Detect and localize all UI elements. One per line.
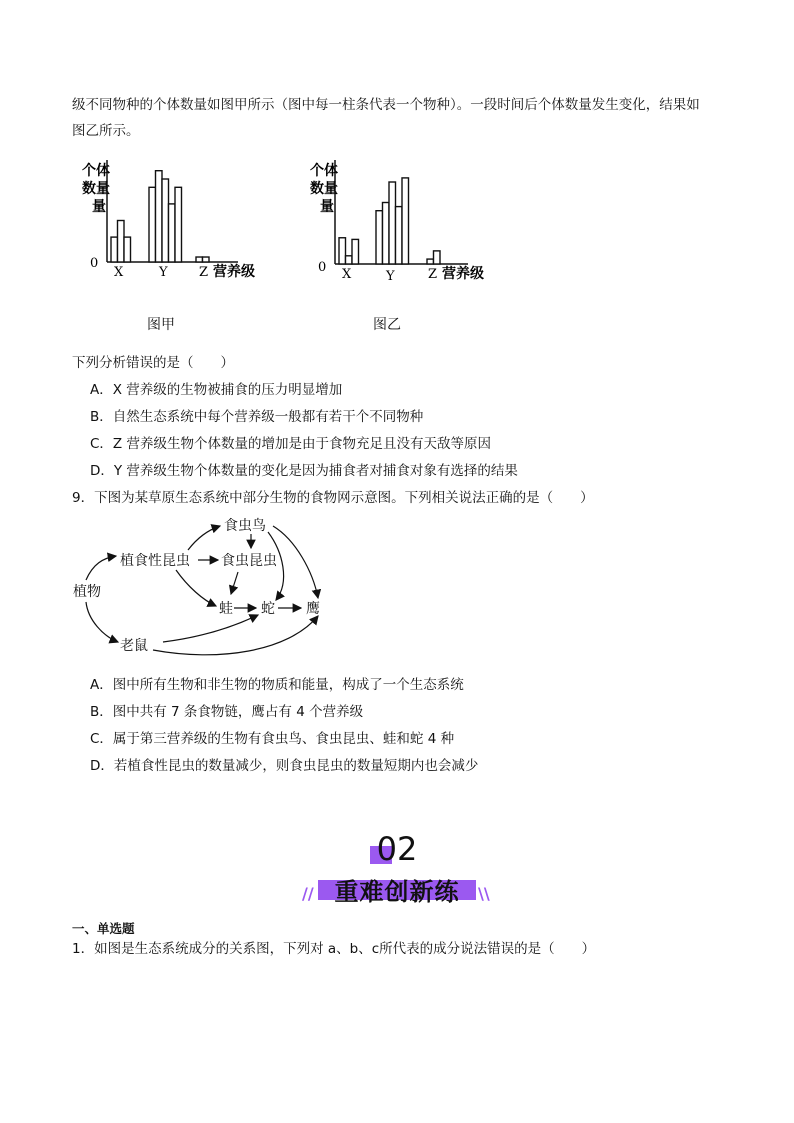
part1-q1: 1．如图是生态系统成分的关系图，下列对 a、b、c所代表的成分说法错误的是（ ） — [72, 941, 596, 957]
yi-ylabel-1: 个体 — [310, 163, 338, 179]
jia-axis-name: 营养级 — [213, 264, 255, 280]
q9-option-c: C．属于第三营养级的生物有食虫鸟、食虫昆虫、蛙和蛇 4 种 — [90, 731, 455, 747]
jia-bars — [111, 171, 209, 262]
edge-herb-bird — [188, 526, 220, 550]
jia-bar-Y-5 — [175, 187, 182, 262]
node-frog: 蛙 — [219, 601, 233, 617]
node-bird: 食虫鸟 — [224, 518, 266, 534]
node-insect-eater: 食虫昆虫 — [221, 553, 277, 569]
q8-stem: 下列分析错误的是（ ） — [72, 355, 234, 371]
yi-bar-Z-2 — [434, 251, 441, 264]
node-mouse: 老鼠 — [120, 638, 148, 654]
intro-line-2: 图乙所示。 — [72, 123, 140, 139]
yi-caption: 图乙 — [373, 317, 401, 333]
yi-bar-Y-2 — [383, 203, 390, 265]
edge-mouse-snake — [163, 615, 258, 642]
jia-x-label-y: Y — [159, 265, 168, 280]
node-eagle: 鹰 — [306, 601, 320, 617]
section-right-mark: \\ — [478, 884, 490, 903]
section-title: 重难创新练 — [334, 878, 460, 906]
figure-jia-chart — [70, 155, 280, 290]
edge-insecteater-frog — [231, 572, 238, 594]
q8-option-d: D．Y 营养级生物个体数量的变化是因为捕食者对捕食对象有选择的结果 — [90, 463, 518, 479]
jia-x-label-x: X — [114, 265, 124, 280]
jia-bar-Y-3 — [162, 179, 169, 262]
jia-bar-X-2 — [118, 221, 125, 263]
edge-herb-frog — [176, 570, 216, 606]
food-web-diagram — [68, 512, 348, 662]
yi-x-label-z: Z — [428, 267, 438, 282]
q9-stem: 9．下图为某草原生态系统中部分生物的食物网示意图。下列相关说法正确的是（ ） — [72, 490, 594, 506]
figure-yi-chart — [298, 155, 508, 290]
yi-axis-name: 营养级 — [442, 266, 484, 282]
jia-ylabel-2: 数量 — [82, 181, 110, 197]
yi-bars — [339, 178, 440, 264]
yi-bar-X-1 — [339, 238, 346, 264]
q9-option-d: D．若植食性昆虫的数量减少，则食虫昆虫的数量短期内也会减少 — [90, 758, 479, 774]
edge-plant-mouse — [86, 602, 118, 642]
yi-bar-Y-3 — [389, 182, 396, 264]
yi-bar-Y-1 — [376, 211, 383, 264]
q8-option-c: C．Z 营养级生物个体数量的增加是由于食物充足且没有天敌等原因 — [90, 436, 491, 452]
jia-bar-Y-2 — [156, 171, 163, 262]
q8-option-a: A．X 营养级的生物被捕食的压力明显增加 — [90, 382, 343, 398]
edge-mouse-eagle — [153, 616, 318, 655]
q8-option-b: B．自然生态系统中每个营养级一般都有若干个不同物种 — [90, 409, 424, 425]
jia-x-label-z: Z — [199, 265, 209, 280]
section-left-mark: // — [302, 884, 314, 903]
q9-option-a: A．图中所有生物和非生物的物质和能量，构成了一个生态系统 — [90, 677, 464, 693]
jia-ylabel-3: 量 — [92, 199, 106, 215]
node-herb-insect: 植食性昆虫 — [120, 553, 190, 569]
jia-bar-Y-4 — [169, 204, 176, 262]
yi-bar-Y-5 — [402, 178, 409, 264]
jia-ylabel-1: 个体 — [82, 163, 110, 179]
yi-origin: 0 — [318, 260, 327, 275]
jia-bar-X-1 — [111, 237, 118, 262]
yi-bar-Z-1 — [427, 259, 434, 264]
section-number: 02 — [376, 830, 418, 868]
yi-bar-X-2 — [346, 256, 353, 264]
edge-bird-eagle — [273, 526, 318, 598]
intro-line-1: 级不同物种的个体数量如图甲所示（图中每一柱条代表一个物种）。一段时间后个体数量发生变化，结果如 — [72, 97, 700, 113]
edge-plant-herb — [86, 556, 116, 580]
jia-origin: 0 — [90, 256, 99, 271]
q9-option-b: B．图中共有 7 条食物链，鹰占有 4 个营养级 — [90, 704, 364, 720]
jia-bar-X-3 — [124, 237, 131, 262]
yi-ylabel-3: 量 — [320, 199, 334, 215]
jia-bar-Z-2 — [203, 257, 210, 262]
jia-bar-Z-1 — [196, 257, 203, 262]
yi-ylabel-2: 数量 — [310, 181, 338, 197]
yi-x-label-x: X — [342, 267, 352, 282]
node-plant: 植物 — [73, 584, 101, 600]
jia-bar-Y-1 — [149, 187, 156, 262]
jia-caption: 图甲 — [147, 317, 175, 333]
yi-x-label-y: Y — [386, 269, 395, 284]
yi-bar-Y-4 — [396, 207, 403, 264]
yi-bar-X-3 — [352, 239, 359, 264]
part-heading: 一、单选题 — [72, 921, 135, 936]
node-snake: 蛇 — [261, 601, 275, 617]
